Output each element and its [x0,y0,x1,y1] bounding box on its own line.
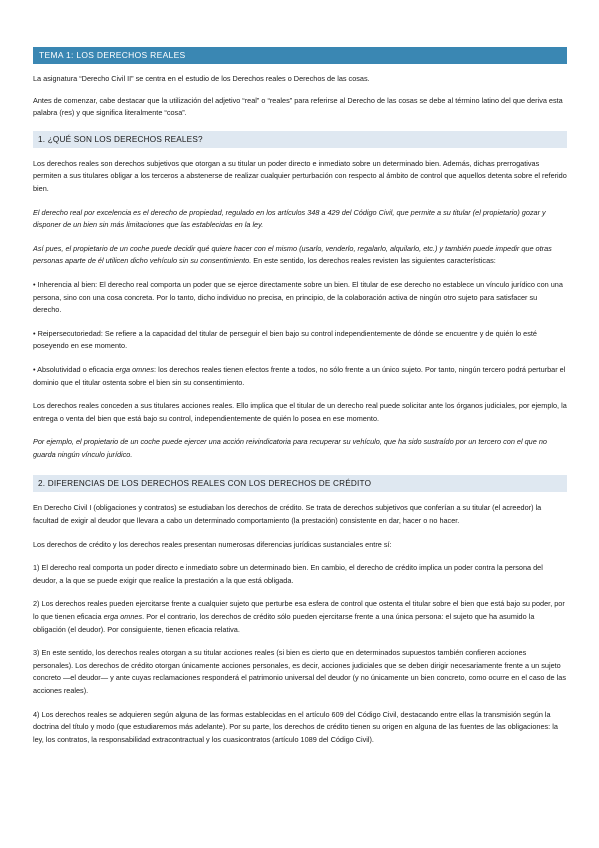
section-1-paragraph-1: Los derechos reales son derechos subjetivos que otorgan a su titular un poder directo e inmediato sobre un determinado bien. Además, dichas prerrogativas permiten a sus titulares obligar a los terceros a abstenerse de realizar cualquier perturbación con respecto al ámbito de control que aquellos detenta sobre el referido bien. [33,158,567,193]
bullet-reipersecutoriedad-label: • Reipersecutoriedad: [33,328,103,338]
difference-4: 4) Los derechos reales se adquieren según alguna de las formas establecidas en el artículo 609 del Código Civil, destacando entre ellas la transmisión según la doctrina del título y modo (que estudiaremos más adelante). Por su parte, los derechos de crédito tienen su origen en alguna de las fuentes de las obligaciones: la ley, los contratos, la responsabilidad extracontractual y los cuasicontratos (artículo 1089 del Código Civil). [33,709,558,744]
difference-1: 1) El derecho real comporta un poder directo e inmediato sobre un determinado bien. En cambio, el derecho de crédito implica un poder contra la persona del deudor, a la que se puede exigir que realice la prestación a la que está obligada. [33,563,543,585]
difference-2-text-a: 2) Los derechos reales pueden ejercitarse frente a cualquier sujeto que perturbe esa esfera de control que ostenta el titular sobre el bien que está bajo su poder, por lo que tienen eficacia [33,599,565,622]
bullet-reipersecutoriedad [33,328,567,353]
bullet-inherencia-label: • Inherencia al bien: [33,279,98,289]
difference-2-em: erga omnes [103,612,143,622]
bullet-absolutividad [33,364,567,389]
bullet-inherencia [33,279,567,317]
section-2-heading: 2. DIFERENCIAS DE LOS DERECHOS REALES CON LOS DERECHOS DE CRÉDITO [33,475,567,492]
difference-3: 3) En este sentido, los derechos reales otorgan a su titular acciones reales (si bien es cierto que en determinados supuestos también confieren acciones personales). Los derechos de crédito otorgan únicamente acciones personales, es decir, acciones judiciales que se deben dirigir necesariamente frente a un sujeto concreto —el deudor— y ante cuyas reclamaciones responderá el patrimonio universal del deudor (y no únicamente un bien concreto, como ocurre en el caso de las acciones reales). [33,648,566,695]
intro-paragraph-2: Antes de comenzar, cabe destacar que la utilización del adjetivo “real” o “reales” para referirse al Derecho de las cosas se debe al término latino del que deriva esta palabra (res) y que significa literalmente “cosa”. [33,95,563,118]
document-title: TEMA 1: LOS DERECHOS REALES [33,47,567,64]
bullet-reipersecutoriedad-text: Se refiere a la capacidad del titular de perseguir el bien bajo su control independientemente de dónde se encuentre y de quién lo esté poseyendo en ese momento. [33,328,537,351]
intro-paragraph-1: La asignatura “Derecho Civil II” se centra en el estudio de los Derechos reales o Derechos de las cosas. [33,74,370,83]
paragraph-3-example: Así pues, el propietario de un coche puede decidir qué quiere hacer con el mismo (usarlo, venderlo, regalarlo, alquilarlo, etc.) y también puede impedir que otras personas aparte de él utilicen dicho vehículo sin su consentimiento. [33,243,552,266]
section-1-paragraph-3 [33,243,567,268]
bullet-absolutividad-text: : los derechos reales tienen efectos frente a todos, no sólo frente a un único sujeto. Por tanto, ningún tercero podrá perturbar el dominio que el titular ostenta sobre el bien sin su consentimiento. [33,364,566,387]
section-1-paragraph-2: El derecho real por excelencia es el derecho de propiedad, regulado en los artículos 348 a 429 del Código Civil, que permite a su titular (el propietario) gozar y disponer de un bien sin más limitaciones que las establecidas en la ley. [33,207,546,230]
paragraph-3-text: En este sentido, los derechos reales revisten las siguientes características: [251,256,496,266]
section-1-paragraph-5: Por ejemplo, el propietario de un coche puede ejercer una acción reivindicatoria para recuperar su vehículo, que ha sido sustraído por un tercero con el que no guarda ningún vínculo jurídico. [33,437,547,459]
section-2-paragraph-2: Los derechos de crédito y los derechos reales presentan numerosas diferencias jurídicas sustanciales entre sí: [33,539,392,549]
bullet-absolutividad-label: • Absolutividad o eficacia [33,364,116,374]
section-1-paragraph-4: Los derechos reales conceden a sus titulares acciones reales. Ello implica que el titular de un derecho real puede solicitar ante los órganos judiciales, por ejemplo, la entrega o venta del bien que está bajo su control, independientemente de quién lo posea en ese momento. [33,401,567,423]
difference-2 [33,598,567,636]
section-1-heading: 1. ¿QUÉ SON LOS DERECHOS REALES? [33,131,567,148]
bullet-inherencia-text: El derecho real comporta un poder que se ejerce directamente sobre un bien. El titular de ese derecho no establece un vínculo jurídico con una persona, sino con una cosa concreta. Por lo tanto, dicho individuo no precisa, en principio, de la colaboración activa de ningún otro sujeto para satisfacer su derecho. [33,279,563,315]
difference-2-text-b: . Por el contrario, los derechos de crédito sólo pueden ejercitarse frente a una única persona: el sujeto que ha asumido la obligación (el deudor). Por consiguiente, tienen eficacia relativa. [33,612,535,634]
bullet-absolutividad-em: erga omnes [115,364,155,374]
section-2-paragraph-1: En Derecho Civil I (obligaciones y contratos) se estudiaban los derechos de crédito. Se trata de derechos subjetivos que conferían a su titular (el acreedor) la facultad de exigir al deudor que llevara a cabo un determinado comportamiento (la prestación) consistente en dar, hacer o no hacer. [33,503,542,526]
